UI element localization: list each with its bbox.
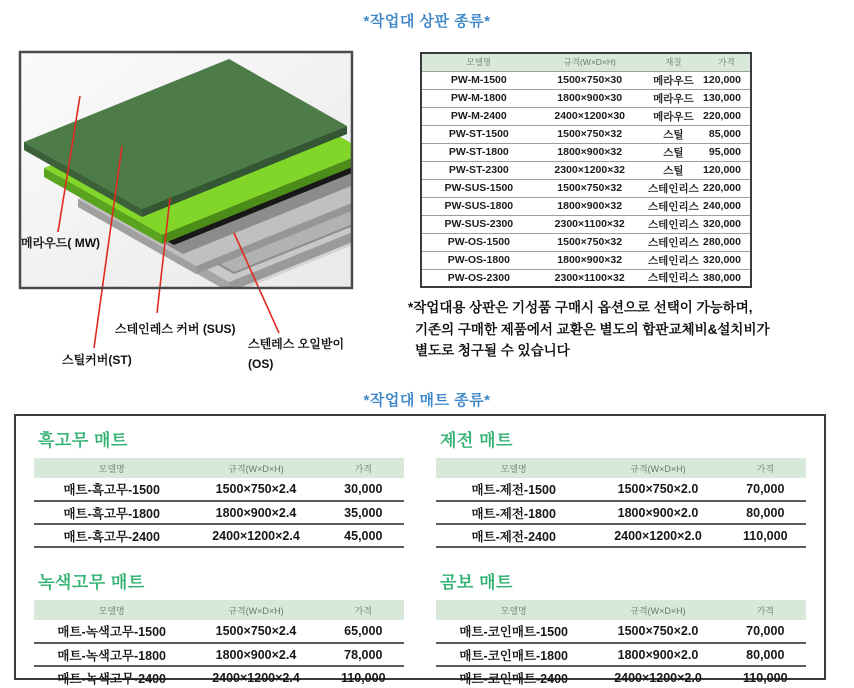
worktop-section-title: *작업대 상판 종류*: [363, 13, 491, 30]
table-cell: PW-SUS-1500: [421, 179, 536, 197]
table-cell: 매트-흑고무-2400: [34, 524, 189, 547]
table-cell: 1800×900×32: [536, 197, 644, 215]
table-row: [421, 161, 751, 179]
table-cell: 35,000: [323, 501, 404, 524]
table-row: [421, 251, 751, 269]
table-row: [34, 478, 404, 501]
table-cell: 1500×750×30: [536, 71, 644, 89]
table-row: [421, 107, 751, 125]
table-cell: 1800×900×2.4: [189, 501, 322, 524]
table-cell: 스틸: [644, 143, 703, 161]
table-header-row: [436, 600, 806, 620]
table-cell: 78,000: [323, 643, 404, 666]
table-cell: 70,000: [725, 620, 806, 643]
table-cell: 1800×900×30: [536, 89, 644, 107]
column-header: 모델명: [436, 600, 591, 620]
table-cell: 1500×750×2.0: [591, 620, 724, 643]
table-row: [421, 197, 751, 215]
table-cell: 매트-녹색고무-2400: [34, 666, 189, 688]
worktop-table-wrap: [420, 52, 752, 288]
mat-section-black-rubber: [34, 424, 404, 548]
table-cell: 320,000: [703, 251, 751, 269]
table-cell: 80,000: [725, 643, 806, 666]
note-line: 기존의 구매한 제품에서 교환은 별도의 합판교체비&설치비가: [415, 321, 770, 337]
worktop-note: [408, 297, 838, 362]
table-cell: 1500×750×2.0: [591, 478, 724, 501]
column-header: 규격(W×D×H): [536, 53, 644, 71]
table-cell: 스테인리스: [644, 179, 703, 197]
column-header: 모델명: [34, 600, 189, 620]
table-cell: 85,000: [703, 125, 751, 143]
column-header: 규격(W×D×H): [189, 458, 322, 478]
note-line: *작업대용 상판은 기성품 구매시 옵션으로 선택이 가능하며,: [408, 300, 753, 315]
note-line: 별도로 청구될 수 있습니다: [415, 343, 570, 359]
label-os-line2: (OS): [248, 357, 274, 371]
column-header: 모델명: [421, 53, 536, 71]
table-cell: 2400×1200×30: [536, 107, 644, 125]
table-cell: 1800×900×32: [536, 251, 644, 269]
table-row: [436, 643, 806, 666]
mat-table-title: 녹색고무 매트: [38, 573, 145, 592]
table-cell: PW-ST-2300: [421, 161, 536, 179]
table-row: [436, 501, 806, 524]
table-cell: 스틸: [644, 125, 703, 143]
mat-table: [436, 600, 806, 688]
table-cell: 65,000: [323, 620, 404, 643]
table-cell: 2400×1200×2.0: [591, 666, 724, 688]
table-cell: 220,000: [703, 179, 751, 197]
table-header-row: [34, 458, 404, 478]
mat-section-green-rubber: [34, 566, 404, 688]
table-row: [421, 89, 751, 107]
table-cell: 매트-코인매트-1500: [436, 620, 591, 643]
table-cell: 130,000: [703, 89, 751, 107]
table-cell: PW-M-2400: [421, 107, 536, 125]
table-cell: 1500×750×2.4: [189, 478, 322, 501]
column-header: 가격: [725, 458, 806, 478]
table-cell: 메라우드: [644, 89, 703, 107]
table-cell: 매트-흑고무-1500: [34, 478, 189, 501]
column-header: 가격: [323, 458, 404, 478]
table-cell: 120,000: [703, 71, 751, 89]
table-cell: 110,000: [725, 666, 806, 688]
table-row: [421, 71, 751, 89]
worktop-stack-figure: [18, 46, 393, 384]
table-row: [421, 179, 751, 197]
column-header: 가격: [725, 600, 806, 620]
table-cell: PW-M-1500: [421, 71, 536, 89]
table-header-row: [436, 458, 806, 478]
column-header: 가격: [323, 600, 404, 620]
table-cell: PW-OS-2300: [447, 271, 510, 284]
table-cell: 1800×900×2.0: [591, 501, 724, 524]
table-row: [421, 269, 751, 287]
worktop-stack-svg: [18, 46, 393, 384]
column-header: 재질: [644, 53, 703, 71]
table-row: [421, 233, 751, 251]
table-row: [436, 524, 806, 547]
table-cell: 매트-제전-1800: [436, 501, 591, 524]
column-header: 규격(W×D×H): [189, 600, 322, 620]
table-cell: 스테인리스: [648, 272, 699, 285]
table-cell: PW-M-1800: [421, 89, 536, 107]
table-cell: 240,000: [703, 197, 751, 215]
table-cell: 120,000: [703, 161, 751, 179]
table-cell: 280,000: [703, 233, 751, 251]
table-cell: 스틸: [644, 161, 703, 179]
label-mw: 메라우드( MW): [21, 236, 101, 250]
table-cell: 매트-녹색고무-1500: [34, 620, 189, 643]
column-header: 가격: [703, 53, 751, 71]
table-cell: 2300×1100×32: [536, 215, 644, 233]
column-header: 규격(W×D×H): [591, 600, 724, 620]
table-cell: 스테인리스: [644, 233, 703, 251]
table-cell: 110,000: [323, 666, 404, 688]
table-cell: 45,000: [323, 524, 404, 547]
table-cell: PW-ST-1800: [421, 143, 536, 161]
table-cell: 매트-녹색고무-1800: [34, 643, 189, 666]
table-cell: PW-SUS-2300: [421, 215, 536, 233]
table-row: [421, 215, 751, 233]
table-cell: PW-OS-1800: [421, 251, 536, 269]
table-row: [421, 143, 751, 161]
mat-table: [34, 458, 404, 548]
worktop-spec-table: [420, 52, 752, 288]
table-cell: PW-SUS-1800: [421, 197, 536, 215]
table-header-row: [34, 600, 404, 620]
table-row: [34, 666, 404, 688]
table-header-row: [421, 53, 751, 71]
table-cell: 2300×1200×32: [536, 161, 644, 179]
label-st: 스틸커버(ST): [62, 353, 132, 367]
mat-table-title: 곰보 매트: [440, 573, 513, 592]
table-cell: 1800×900×2.4: [189, 643, 322, 666]
table-cell: 1500×750×2.4: [189, 620, 322, 643]
table-cell: 1500×750×32: [536, 179, 644, 197]
table-row: [436, 478, 806, 501]
mat-section-title: *작업대 매트 종류*: [363, 392, 491, 409]
table-cell: 80,000: [725, 501, 806, 524]
table-row: [34, 501, 404, 524]
table-cell: 스테인리스: [644, 215, 703, 233]
table-cell: 1800×900×32: [536, 143, 644, 161]
table-cell: 220,000: [703, 107, 751, 125]
table-cell: 30,000: [323, 478, 404, 501]
table-cell: 매트-코인매트-2400: [436, 666, 591, 688]
table-cell: 2300×1100×32: [554, 271, 625, 284]
table-cell: 110,000: [725, 524, 806, 547]
table-cell: 스테인리스: [644, 251, 703, 269]
mat-section-coin: [436, 566, 806, 688]
table-cell: 매트-코인매트-1800: [436, 643, 591, 666]
table-row: [34, 620, 404, 643]
table-cell: PW-ST-1500: [421, 125, 536, 143]
mat-table-title: 흑고무 매트: [38, 431, 128, 450]
table-cell: PW-OS-1500: [421, 233, 536, 251]
table-row: [34, 643, 404, 666]
mat-tables-box: [14, 414, 826, 686]
column-header: 모델명: [34, 458, 189, 478]
mat-section-antistatic: [436, 424, 806, 548]
table-cell: 2400×1200×2.0: [591, 524, 724, 547]
table-cell: 메라우드: [644, 71, 703, 89]
table-row: [421, 125, 751, 143]
table-cell: 320,000: [703, 215, 751, 233]
table-cell: 380,000: [703, 271, 741, 284]
table-cell: 1500×750×32: [536, 233, 644, 251]
label-os-line1: 스텐레스 오일받이: [248, 337, 345, 351]
table-cell: 2400×1200×2.4: [189, 524, 322, 547]
table-cell: 매트-흑고무-1800: [34, 501, 189, 524]
table-cell: 2400×1200×2.4: [189, 666, 322, 688]
table-cell: 70,000: [725, 478, 806, 501]
table-cell: 스테인리스: [644, 197, 703, 215]
table-cell: 매트-제전-2400: [436, 524, 591, 547]
column-header: 모델명: [436, 458, 591, 478]
mat-table: [436, 458, 806, 548]
column-header: 규격(W×D×H): [591, 458, 724, 478]
table-cell: 1800×900×2.0: [591, 643, 724, 666]
table-row: [436, 620, 806, 643]
label-sus: 스테인레스 커버 (SUS): [115, 322, 236, 336]
table-cell: 1500×750×32: [536, 125, 644, 143]
table-row: [436, 666, 806, 688]
table-cell: 매트-제전-1500: [436, 478, 591, 501]
mat-table-title: 제전 매트: [440, 431, 513, 450]
table-row: [34, 524, 404, 547]
table-cell: 메라우드: [644, 107, 703, 125]
table-cell: 95,000: [703, 143, 751, 161]
mat-table: [34, 600, 404, 688]
